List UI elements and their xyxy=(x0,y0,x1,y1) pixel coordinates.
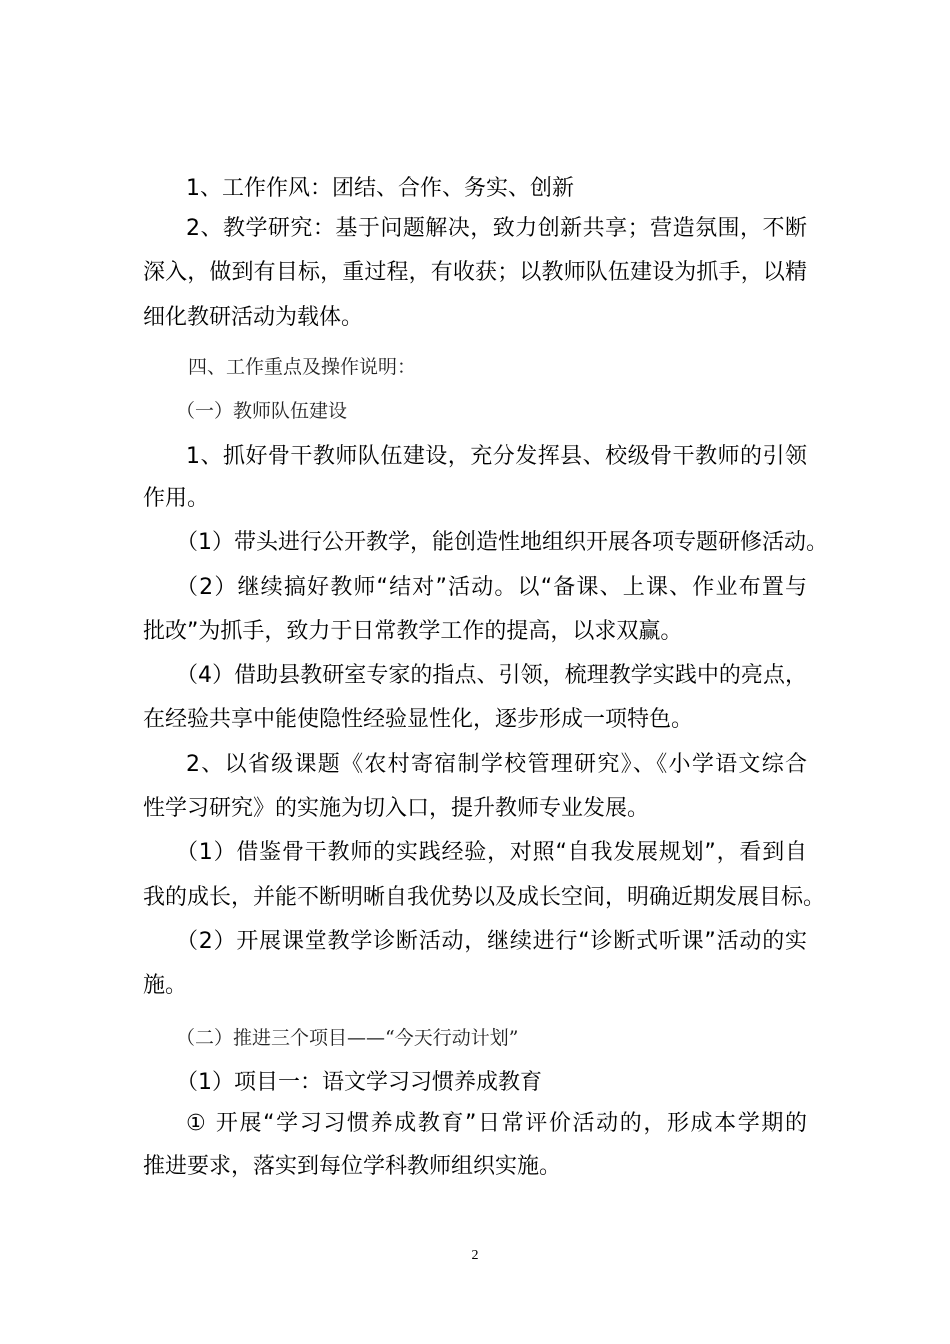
text-line: （2）开展课堂教学诊断活动，继续进行“诊断式听课”活动的实 xyxy=(176,929,807,954)
text-line: 细化教研活动为载体。 xyxy=(143,305,364,330)
text-line: 深入，做到有目标，重过程，有收获；以教师队伍建设为抓手，以精 xyxy=(143,260,807,285)
text-line: 批改”为抓手，致力于日常教学工作的提高，以求双赢。 xyxy=(143,619,683,644)
text-line: 我的成长，并能不断明晰自我优势以及成长空间，明确近期发展目标。 xyxy=(143,885,826,910)
section-heading: 四、工作重点及操作说明： xyxy=(188,356,417,378)
text-line: 施。 xyxy=(143,973,188,998)
text-line: 性学习研究》的实施为切入口，提升教师专业发展。 xyxy=(143,796,650,821)
page-number: 2 xyxy=(471,1248,479,1263)
text-line: （4）借助县教研室专家的指点、引领，梳理教学实践中的亮点， xyxy=(176,663,807,688)
subsection-heading: （二）推进三个项目——“今天行动计划” xyxy=(176,1027,519,1049)
text-line: 1、工作作风：团结、合作、务实、创新 xyxy=(186,176,574,201)
text-line: （2）继续搞好教师“结对”活动。以“备课、上课、作业布置与 xyxy=(176,575,807,600)
text-line: （1）带头进行公开教学，能创造性地组织开展各项专题研修活动。 xyxy=(176,530,828,555)
subsection-heading: （一）教师队伍建设 xyxy=(176,400,348,422)
text-line: （1）项目一：语文学习习惯养成教育 xyxy=(176,1070,542,1095)
text-line: 2、教学研究：基于问题解决，致力创新共享；营造氛围，不断 xyxy=(186,216,807,241)
text-line: 推进要求，落实到每位学科教师组织实施。 xyxy=(143,1154,562,1179)
text-line: 在经验共享中能使隐性经验显性化，逐步形成一项特色。 xyxy=(143,707,694,732)
text-line: （1）借鉴骨干教师的实践经验，对照“自我发展规划”，看到自 xyxy=(176,840,807,865)
text-line: 1、抓好骨干教师队伍建设，充分发挥县、校级骨干教师的引领 xyxy=(186,444,807,469)
text-line: 作用。 xyxy=(143,486,210,511)
text-line: 2、以省级课题《农村寄宿制学校管理研究》、《小学语文综合 xyxy=(186,752,807,777)
text-line: ① 开展“学习习惯养成教育”日常评价活动的，形成本学期的 xyxy=(186,1111,807,1136)
